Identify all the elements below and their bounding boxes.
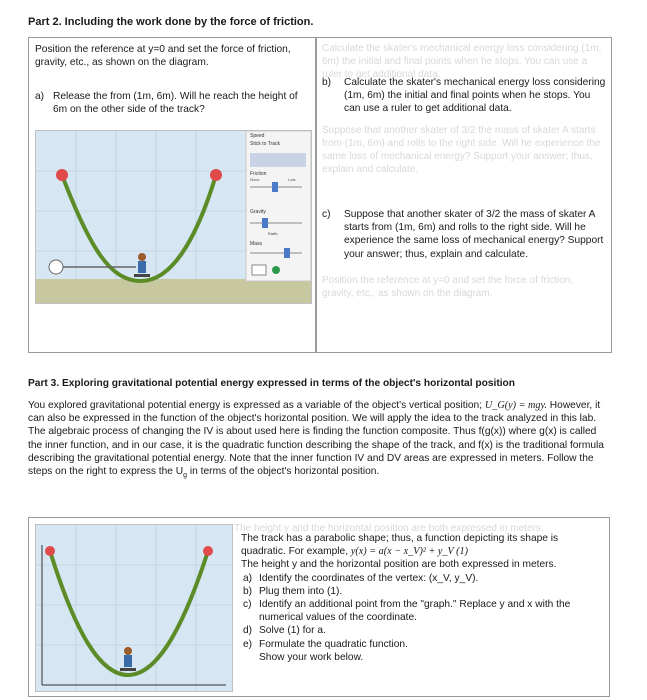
part2-question-c	[322, 208, 606, 261]
skate-park-simulation	[35, 130, 312, 304]
question-c-label: c)	[322, 209, 331, 220]
height-text: The height y and the horizontal position are both expressed in meters.	[241, 559, 557, 571]
mass-label: Mass	[250, 241, 262, 247]
faded-background-text-2: Suppose that another skater of 3/2 the mass of skater A starts from (1m, 6m) and rolls to the right side. Will he experience the same loss of mechanical energy? Support your answer; thus, explain and calculate.	[322, 125, 601, 175]
track-control-point-left[interactable]	[56, 169, 68, 181]
question-a-label: a)	[35, 91, 45, 102]
parabola-canvas	[36, 525, 232, 691]
part2-left-box	[28, 37, 317, 353]
step-item: e) Formulate the quadratic function.	[243, 638, 408, 650]
part2-title: Part 2. Including the work done by the force of friction.	[28, 16, 314, 28]
track-intro: The track has a parabolic shape; thus, a function depicting its shape is quadratic. For example,	[241, 533, 559, 558]
play-icon[interactable]	[272, 266, 280, 274]
track-formula: y(x) = a(x − x_V)² + y_V (1)	[350, 546, 468, 558]
track-description	[241, 532, 601, 664]
part2-question-a	[35, 90, 313, 116]
faded-background-text-4: The height y and the horizontal position are both expressed in meters.	[234, 523, 544, 534]
potential-energy-formula: U_G(y) = mgy.	[484, 400, 547, 411]
step-item: d) Solve (1) for a.	[243, 625, 326, 637]
faded-background-text-3: Position the reference at y=0 and set the force of friction, gravity, etc., as shown on the diagram.	[322, 275, 573, 299]
step-item: c) Identify an additional point from the "graph." Replace y and x with the numerical values of the coordinate.	[243, 599, 571, 624]
sim-canvas	[36, 131, 311, 303]
part2-question-b	[322, 76, 606, 116]
part3-box	[28, 517, 610, 697]
faded-background-text: Calculate the skater's mechanical energy loss considering (1m, 6m) the initial and final points when he stops. You can use a ruler to get additional data.	[322, 43, 602, 80]
parabola-control-point-right[interactable]	[203, 546, 213, 556]
steps-list	[241, 572, 601, 664]
part2-intro: Position the reference at y=0 and set the force of friction, gravity, etc., as shown on the diagram.	[35, 44, 291, 69]
part3-paragraph-rest: However, it can also be expressed in the function of the object's horizontal position. We will apply the idea to the track analyzed in this lab. The algebraic process of changing the IV is about used here is finding the function composite. Thus f(g(x)) where g(x) is called the inner function, and in our case, it is the quadratic function describing the shape of the track, and f(x) is the traditional formula describing the gravitational potential energy. Note that the inner function IV and DV areas are expressed in meters. Follow the steps on the right to express the U	[28, 400, 604, 478]
gravity-earth-select[interactable]: Earth	[268, 231, 278, 236]
friction-lots-label: Lots	[288, 177, 296, 182]
part3-paragraph-start: You explored gravitational potential energy is expressed as a variable of the object's vertical position;	[28, 400, 483, 411]
question-a-text: Release the from (1m, 6m). Will he reach the height of 6m on the other side of the track?	[53, 91, 298, 116]
parabola-track-image	[35, 524, 233, 692]
question-c-text: Suppose that another skater of 3/2 the mass of skater A starts from (1m, 6m) and rolls to the right side. Will he experience the same loss of mechanical energy? Support your answer; thus, explain and calculate.	[344, 209, 604, 260]
sim-logo	[250, 153, 306, 167]
part3-paragraph-end: in terms of the object's horizontal position.	[189, 466, 380, 478]
track-control-point-right[interactable]	[210, 169, 222, 181]
step-item: a) Identify the coordinates of the vertex: (x_V, y_V).	[243, 572, 479, 584]
gravity-label: Gravity	[250, 209, 266, 215]
part3-title: Part 3. Exploring gravitational potential energy expressed in terms of the object's horizontal position	[28, 378, 515, 389]
question-b-label: b)	[322, 77, 332, 88]
part3-paragraph	[28, 399, 608, 482]
step-item: Show your work below.	[259, 651, 364, 663]
friction-none-label: None	[250, 177, 260, 182]
stick-to-track-label[interactable]: Stick to Track	[250, 141, 281, 147]
parabola-control-point-left[interactable]	[45, 546, 55, 556]
part2-right-box	[315, 37, 612, 353]
reset-button[interactable]	[252, 265, 266, 275]
friction-label: Friction	[250, 171, 267, 177]
speed-checkbox-label[interactable]: Speed	[250, 133, 265, 139]
subscript-g: g	[183, 472, 188, 480]
step-item: b) Plug them into (1).	[243, 585, 343, 597]
question-b-text: Calculate the skater's mechanical energy loss considering (1m, 6m) the initial and final points when he stops. You can use a ruler to get additional data.	[344, 77, 606, 115]
